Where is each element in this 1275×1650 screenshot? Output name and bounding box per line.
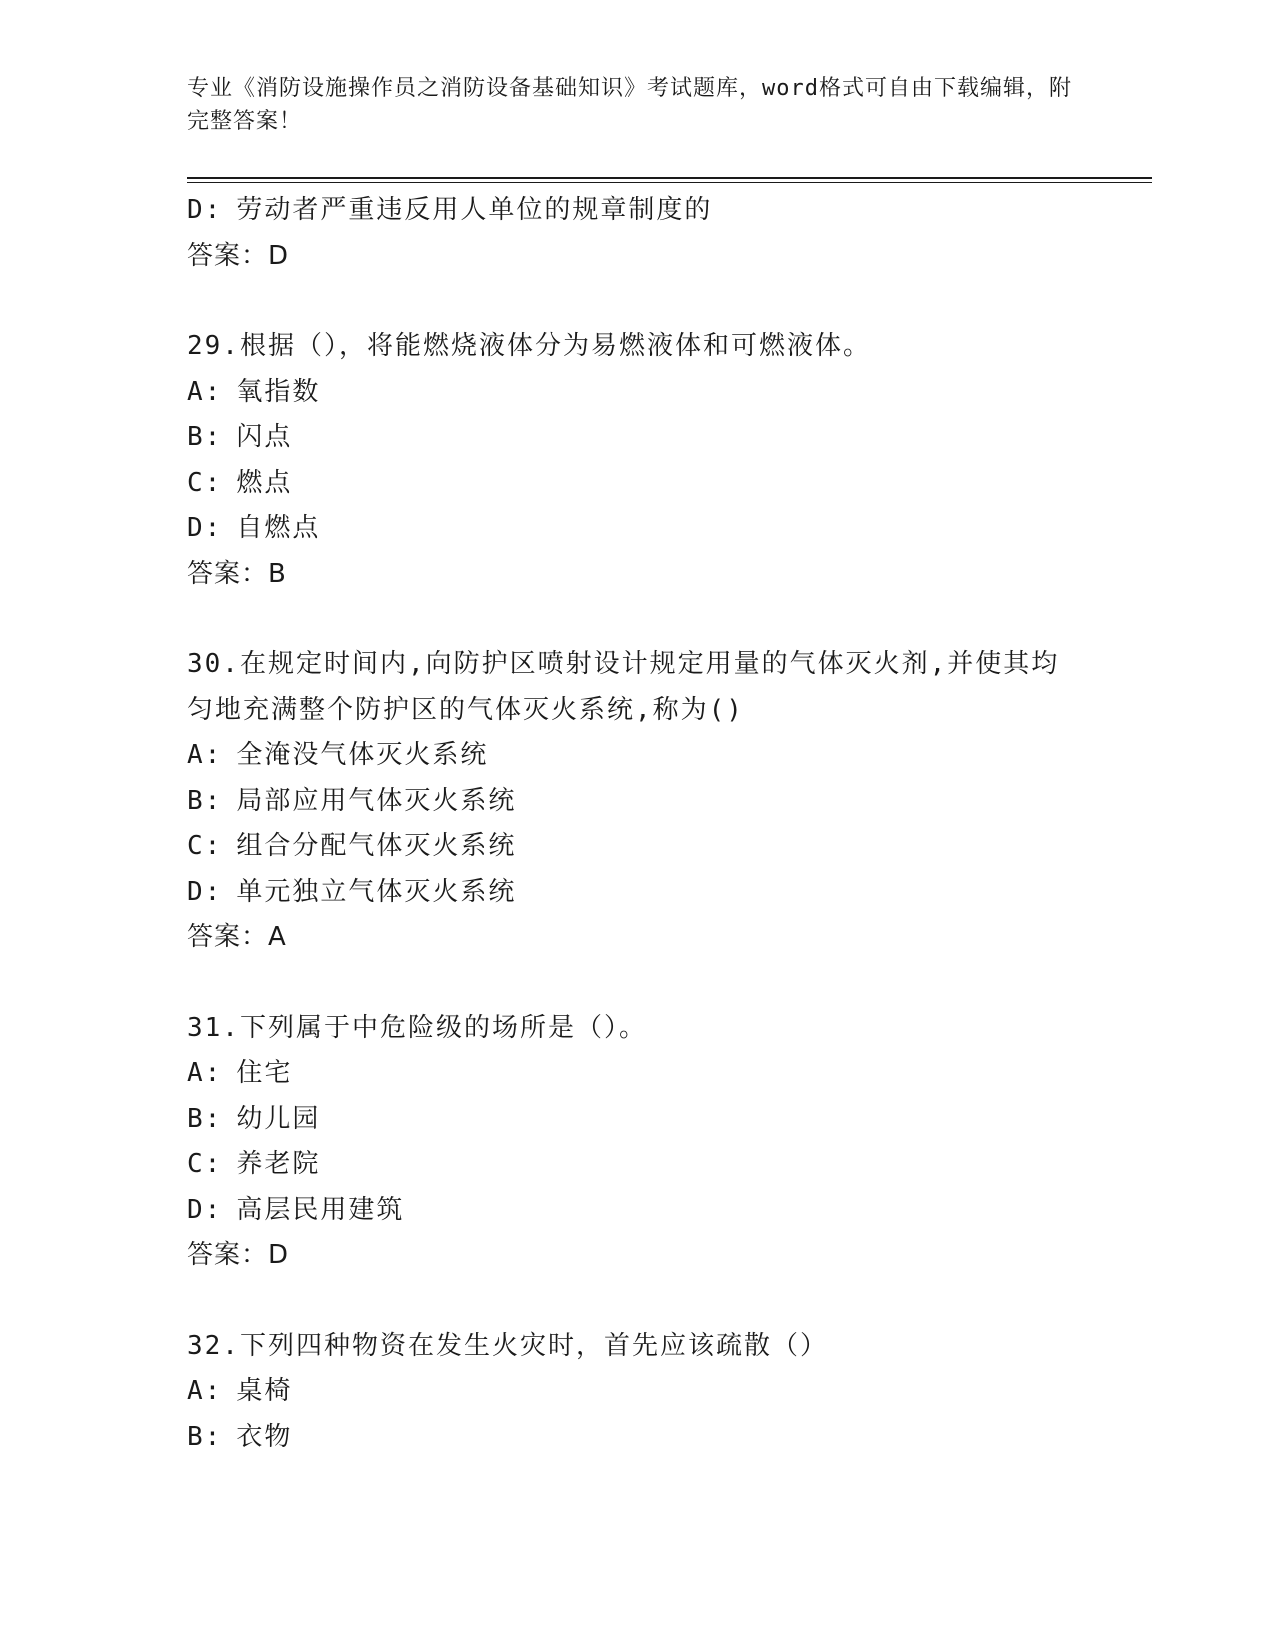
option-text: 全淹没气体灭火系统 xyxy=(236,740,489,770)
option-c xyxy=(187,824,1117,870)
option-text: 幼儿园 xyxy=(236,1103,321,1134)
option-text: 燃点 xyxy=(236,467,293,498)
question-title: 29.根据（），将能燃烧液体分为易燃液体和可燃液体。 xyxy=(187,331,871,361)
option-label: A: xyxy=(187,740,223,770)
option-label: B: xyxy=(187,1103,223,1134)
header-divider xyxy=(187,177,1152,183)
option-text: 单元独立气体灭火系统 xyxy=(236,876,517,907)
option-label: A: xyxy=(187,1376,223,1406)
option-b xyxy=(187,415,1117,461)
option-label: C: xyxy=(187,831,223,861)
option-text: 组合分配气体灭火系统 xyxy=(236,831,517,861)
answer-line: 答案：D xyxy=(187,240,290,271)
option-c xyxy=(187,461,1117,507)
answer-line: 答案：D xyxy=(187,1240,290,1270)
option-text: 局部应用气体灭火系统 xyxy=(236,785,517,816)
option-label: D: xyxy=(187,876,223,907)
header-note: 专业《消防设施操作员之消防设备基础知识》考试题库，word格式可自由下载编辑，附完整答案！ xyxy=(187,76,1072,134)
option-text: 劳动者严重违反用人单位的规章制度的 xyxy=(236,195,713,225)
question-title-line-2: 匀地充满整个防护区的气体灭火系统,称为() xyxy=(187,694,744,725)
option-text: 养老院 xyxy=(236,1149,321,1179)
option-text: 氧指数 xyxy=(236,376,321,407)
option-b xyxy=(187,1415,1117,1461)
question-list xyxy=(187,188,1117,1460)
option-d xyxy=(187,506,1117,552)
option-text: 衣物 xyxy=(236,1421,293,1452)
option-label: A: xyxy=(187,1058,223,1088)
option-c xyxy=(187,1142,1117,1188)
option-label: D: xyxy=(187,513,223,543)
option-text: 住宅 xyxy=(236,1058,293,1088)
option-label: D: xyxy=(187,195,223,225)
option-b xyxy=(187,1097,1117,1143)
option-d xyxy=(187,1188,1117,1234)
answer-line: 答案：A xyxy=(187,922,287,952)
option-label: B: xyxy=(187,785,223,816)
question-title-line-1: 30.在规定时间内,向防护区喷射设计规定用量的气体灭火剂,并使其均 xyxy=(187,649,1060,679)
option-label: C: xyxy=(187,467,223,498)
option-a xyxy=(187,1051,1117,1097)
question-title: 31.下列属于中危险级的场所是（）。 xyxy=(187,1012,647,1043)
option-label: A: xyxy=(187,376,223,407)
option-label: B: xyxy=(187,1421,223,1452)
option-d xyxy=(187,870,1117,916)
option-text: 自燃点 xyxy=(236,513,321,543)
option-text: 桌椅 xyxy=(236,1376,293,1406)
answer-line: 答案：B xyxy=(187,558,287,589)
option-text: 闪点 xyxy=(236,422,293,452)
option-label: D: xyxy=(187,1194,223,1225)
question-title: 32.下列四种物资在发生火灾时，首先应该疏散（） xyxy=(187,1330,828,1361)
option-a xyxy=(187,733,1117,779)
option-b xyxy=(187,779,1117,825)
option-a xyxy=(187,1369,1117,1415)
option-text: 高层民用建筑 xyxy=(236,1194,405,1225)
option-label: B: xyxy=(187,422,223,452)
option-d xyxy=(187,188,1117,234)
option-label: C: xyxy=(187,1149,223,1179)
option-a xyxy=(187,370,1117,416)
